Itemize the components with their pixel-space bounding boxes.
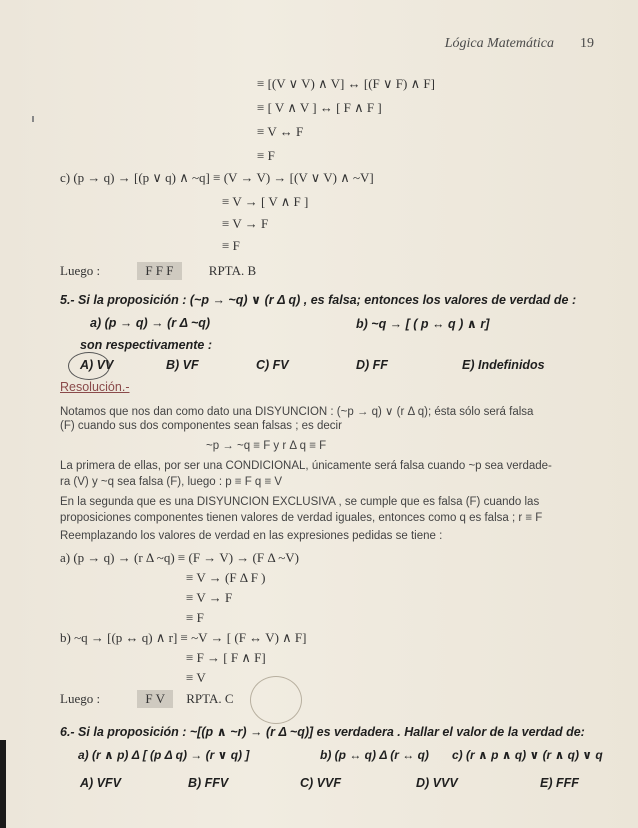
resolution-paragraph: proposiciones componentes tienen valores de verdad iguales, entonces como q es falsa ; r ≡ F [60, 512, 543, 524]
eq-line: ≡ F [186, 610, 204, 625]
option-e: E) Indefinidos [462, 358, 545, 372]
a-expression: a) (p → q) → (r Δ ~q) ≡ (F → V) → (F Δ ~V) [60, 550, 299, 565]
question-5-statement: 5.- Si la proposición : (~p → ~q) ∨ (r Δ q) , es falsa; entonces los valores de verdad de : [60, 293, 577, 307]
option-c: C) VVF [300, 776, 341, 790]
question-6-statement: 6.- Si la proposición : ~[(p ∧ ~r) → (r Δ ~q)] es verdadera . Hallar el valor de la verdad de: [60, 725, 585, 739]
conclusion-label: Luego : [60, 263, 101, 278]
resolution-title: Resolución.- [60, 380, 130, 394]
c-expression: c) (p → q) → [(p ∨ q) ∧ ~q] ≡ (V → V) → [(V ∨ V) ∧ ~V] [60, 170, 374, 185]
option-a: A) VFV [80, 776, 121, 790]
conclusion-value: F F F [137, 262, 181, 280]
eq-line: ≡ V → F [222, 216, 269, 231]
question-5-item-a: a) (p → q) → (r Δ ~q) [90, 316, 211, 330]
question-6-item-a: a) (r ∧ p) Δ [ (p Δ q) → (r ∨ q) ] [78, 748, 250, 762]
question-6-item-b: b) (p ↔ q) Δ (r ↔ q) [320, 748, 429, 762]
eq-line: ≡ V ↔ F [257, 124, 304, 139]
question-6-item-c: c) (r ∧ p ∧ q) ∨ (r ∧ q) ∨ q [452, 748, 603, 762]
conclusion-value: F V [137, 690, 173, 708]
question-5-response-label: son respectivamente : [80, 338, 212, 352]
resolution-paragraph: Reemplazando los valores de verdad en las expresiones pedidas se tiene : [60, 530, 443, 542]
eq-line: ≡ V → [ V ∧ F ] [222, 194, 309, 209]
pencil-circle [250, 676, 302, 724]
resolution-equation: ~p → ~q ≡ F y r Δ q ≡ F [206, 440, 327, 452]
eq-line: ≡ [ V ∧ V ] ↔ [ F ∧ F ] [257, 100, 382, 115]
page-number: 19 [580, 36, 594, 51]
resolution-paragraph: La primera de ellas, por ser una CONDICIONAL, únicamente será falsa cuando ~p sea verdade- [60, 460, 552, 472]
eq-line: ≡ F [257, 148, 275, 163]
resolution-paragraph: ra (V) y ~q sea falsa (F), luego : p ≡ F q ≡ V [60, 476, 283, 488]
page-header [445, 36, 594, 52]
option-d: D) VVV [416, 776, 458, 790]
b-expression: b) ~q → [(p ↔ q) ∧ r] ≡ ~V → [ (F ↔ V) ∧ F] [60, 630, 307, 645]
eq-line: ≡ V [186, 670, 206, 685]
option-a: A) VV [80, 358, 114, 372]
resolution-paragraph: (F) cuando sus dos componentes sean falsas ; es decir [60, 420, 342, 432]
eq-line: ≡ F → [ F ∧ F] [186, 650, 266, 665]
resolution-paragraph: Notamos que nos dan como dato una DISYUNCION : (~p → q) ∨ (r Δ q); ésta sólo será falsa [60, 406, 534, 418]
option-d: D) FF [356, 358, 388, 372]
eq-line: ≡ V → (F Δ F ) [186, 570, 266, 585]
eq-line: ≡ V → F [186, 590, 233, 605]
option-b: B) VF [166, 358, 199, 372]
eq-line: ≡ F [222, 238, 240, 253]
answer-label: RPTA. B [208, 263, 257, 278]
question-5-item-b: b) ~q → [ ( p ↔ q ) ∧ r] [356, 317, 490, 331]
margin-mark [32, 116, 34, 122]
answer-label: RPTA. C [186, 691, 234, 706]
header-title: Lógica Matemática [444, 36, 554, 51]
conclusion-line [60, 262, 256, 280]
eq-line: ≡ [(V ∨ V) ∧ V] ↔ [(F ∨ F) ∧ F] [257, 76, 435, 91]
option-e: E) FFF [540, 776, 579, 790]
option-b: B) FFV [188, 776, 229, 790]
page-binding-edge [0, 740, 6, 828]
conclusion-line [60, 690, 234, 708]
conclusion-label: Luego : [60, 691, 101, 706]
option-c: C) FV [256, 358, 289, 372]
resolution-paragraph: En la segunda que es una DISYUNCION EXCLUSIVA , se cumple que es falsa (F) cuando las [60, 496, 540, 508]
